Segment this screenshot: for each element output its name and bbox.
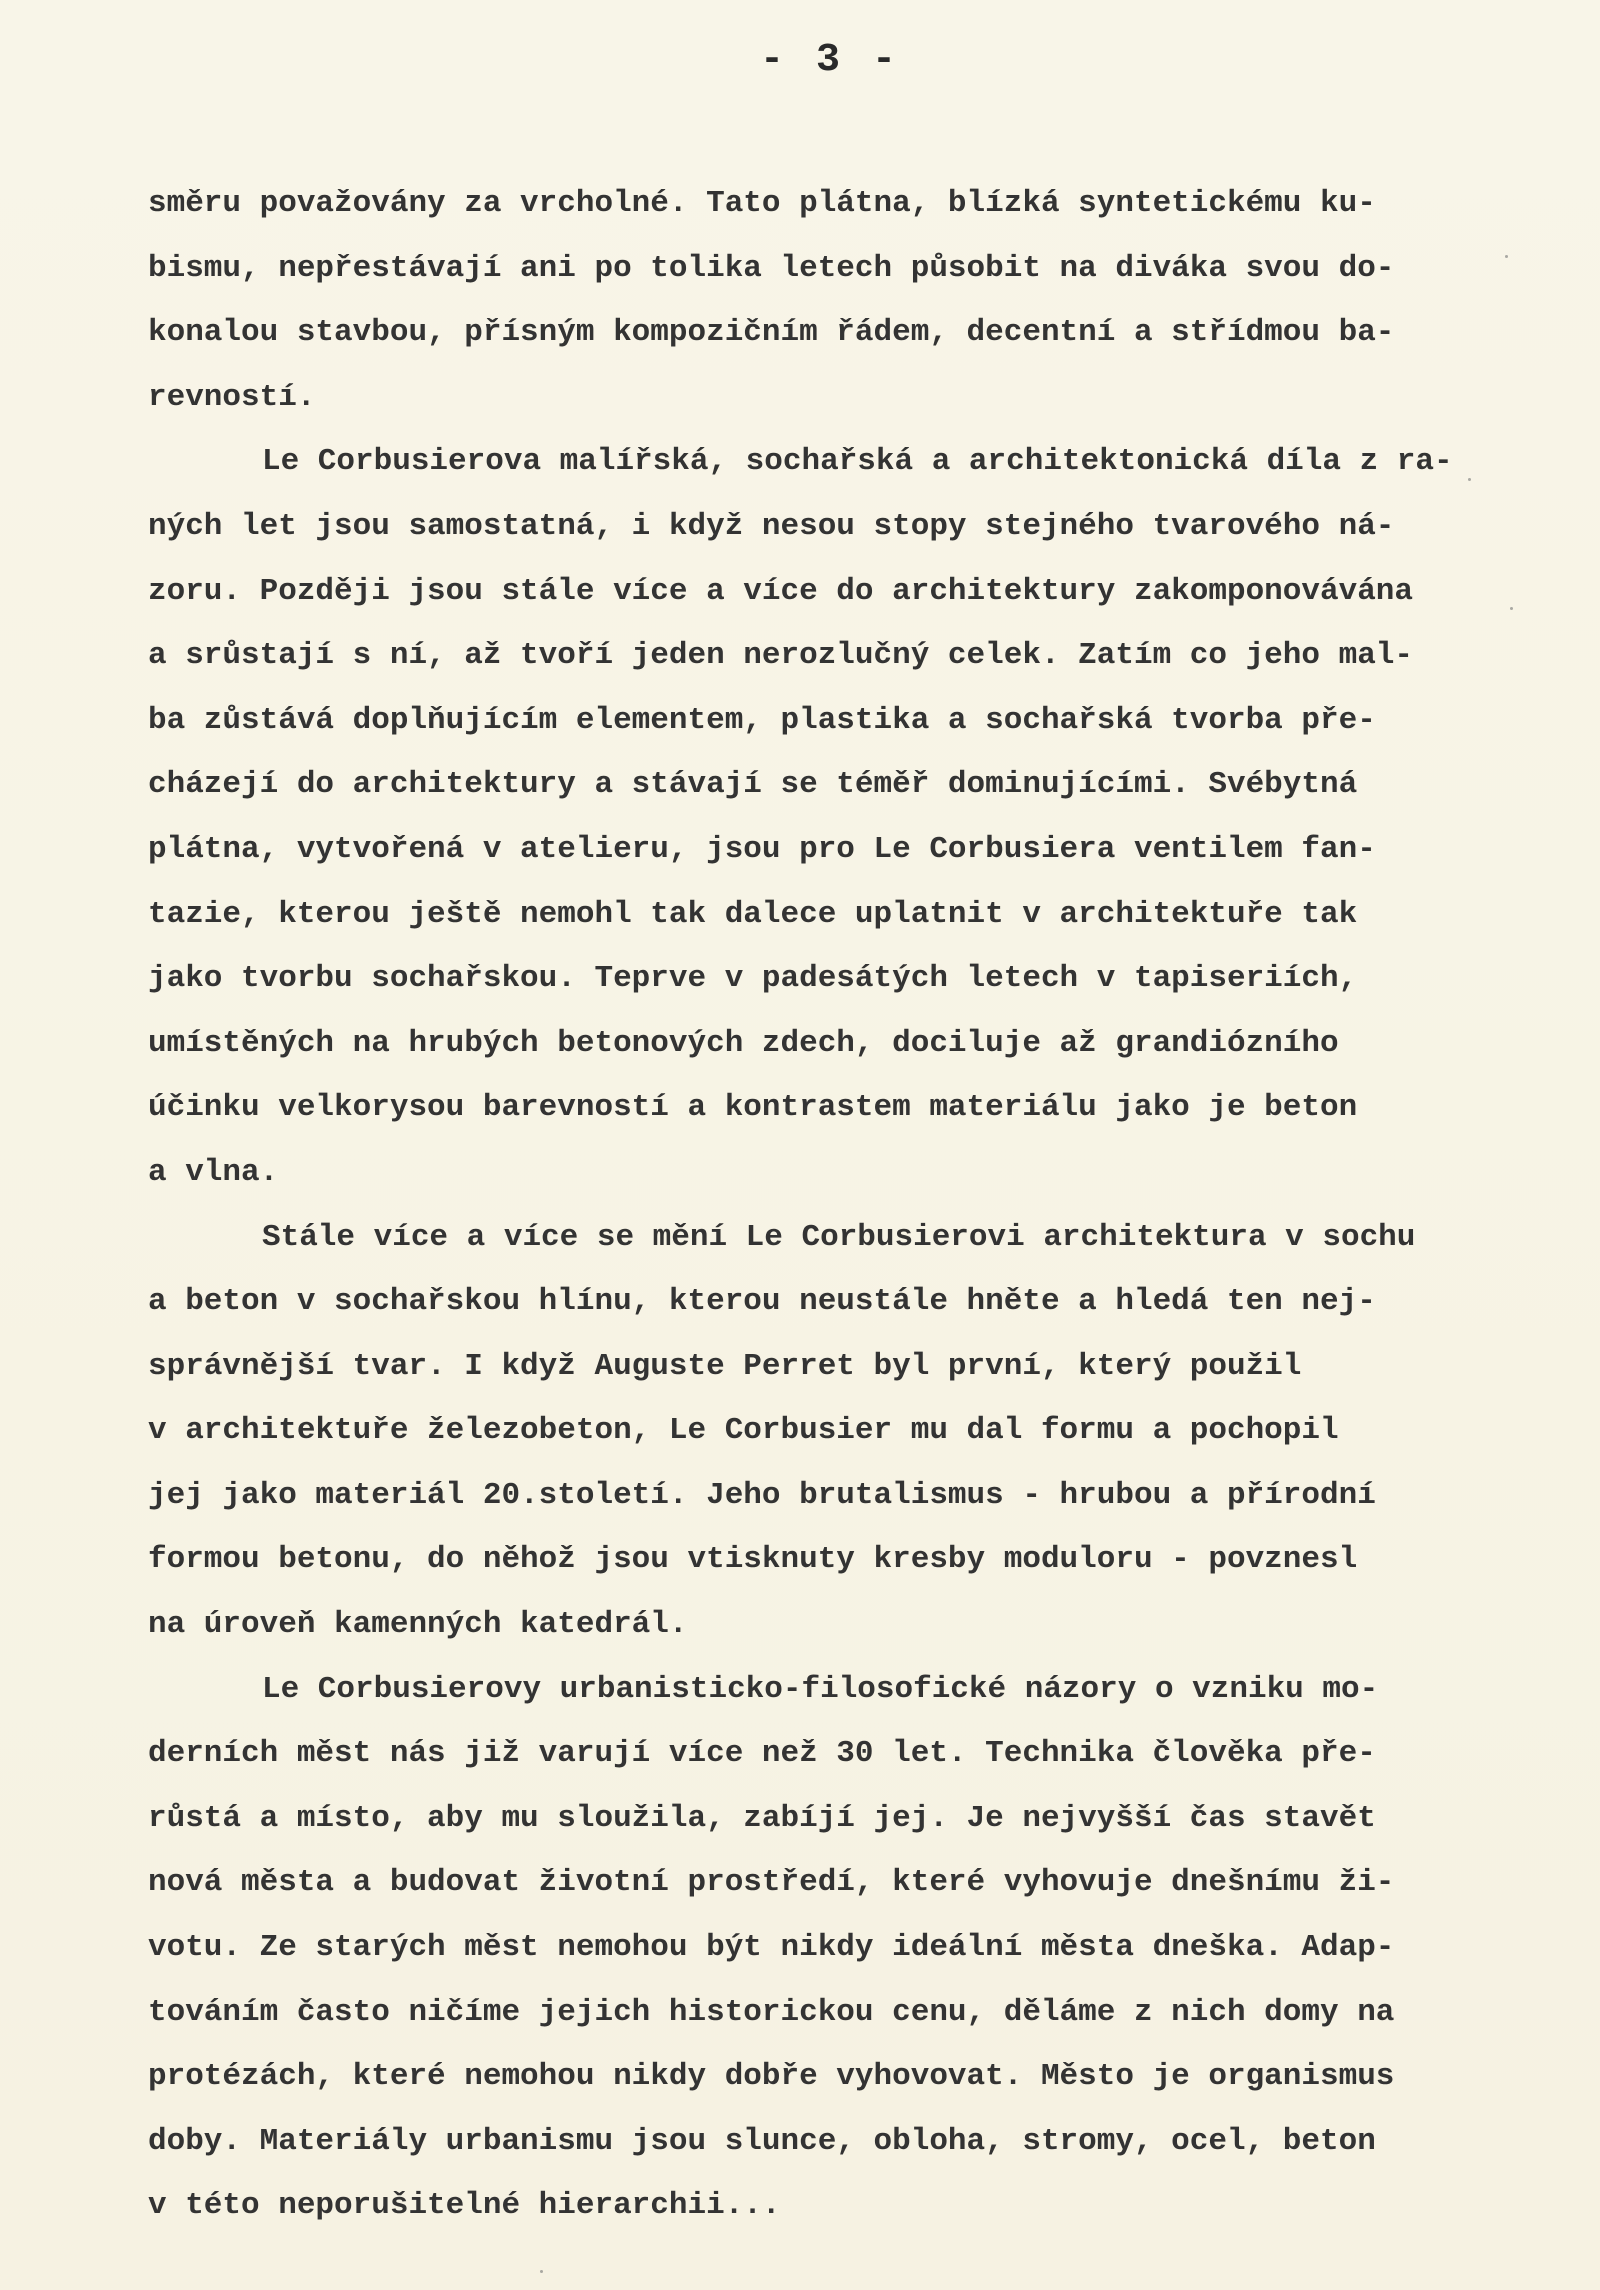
text-line: plátna, vytvořená v atelieru, jsou pro Le Corbusiera ventilem fan- (148, 831, 1376, 867)
paper-speck (1510, 607, 1513, 610)
text-line: růstá a místo, aby mu sloužila, zabíjí jej. Je nejvyšší čas stavět (148, 1800, 1376, 1836)
paragraph-start-line: Le Corbusierova malířská, sochařská a architektonická díla z ra- (262, 444, 1453, 480)
text-line: tazie, kterou ještě nemohl tak dalece uplatnit v architektuře tak (148, 896, 1358, 932)
text-line: bismu, nepřestávají ani po tolika letech působit na diváka svou do- (148, 250, 1395, 286)
text-line: protézách, které nemohou nikdy dobře vyhovovat. Město je organismus (148, 2059, 1395, 2095)
text-line: a vlna. (148, 1154, 279, 1190)
text-line: účinku velkorysou barevností a kontrastem materiálu jako je beton (148, 1090, 1358, 1126)
text-line: doby. Materiály urbanismu jsou slunce, obloha, stromy, ocel, beton (148, 2123, 1376, 2159)
text-line: derních měst nás již varují více než 30 let. Technika člověka pře- (148, 1736, 1376, 1772)
text-line: konalou stavbou, přísným kompozičním řádem, decentní a střídmou ba- (148, 315, 1395, 351)
text-line: jej jako materiál 20.století. Jeho brutalismus - hrubou a přírodní (148, 1477, 1376, 1513)
paper-speck (1468, 478, 1471, 481)
text-line: votu. Ze starých měst nemohou být nikdy ideální města dneška. Adap- (148, 1930, 1395, 1966)
text-line: cházejí do architektury a stávají se téměř dominujícími. Svébytná (148, 767, 1358, 803)
text-line: a srůstají s ní, až tvoří jeden nerozlučný celek. Zatím co jeho mal- (148, 638, 1414, 674)
paragraph-start-line: Le Corbusierovy urbanisticko-filosofické názory o vzniku mo- (262, 1671, 1379, 1707)
text-line: v této neporušitelné hierarchii... (148, 2188, 781, 2224)
paper-speck (1505, 255, 1508, 258)
paragraph-start-line: Stále více a více se mění Le Corbusierovi architektura v sochu (262, 1219, 1416, 1255)
text-line: umístěných na hrubých betonových zdech, dociluje až grandiózního (148, 1025, 1339, 1061)
text-line: jako tvorbu sochařskou. Teprve v padesátých letech v tapiseriích, (148, 961, 1358, 997)
text-line: nová města a budovat životní prostředí, které vyhovuje dnešnímu ži- (148, 1865, 1395, 1901)
text-line: směru považovány za vrcholné. Tato plátna, blízká syntetickému ku- (148, 186, 1376, 221)
text-line: ných let jsou samostatná, i když nesou stopy stejného tvarového ná- (148, 508, 1395, 544)
text-line: v architektuře železobeton, Le Corbusier mu dal formu a pochopil (148, 1413, 1339, 1449)
text-line: na úroveň kamenných katedrál. (148, 1607, 688, 1643)
text-line: formou betonu, do něhož jsou vtisknuty kresby moduloru - povznesl (148, 1542, 1358, 1578)
page-number: - 3 - (759, 38, 901, 83)
text-line: zoru. Později jsou stále více a více do architektury zakomponovávána (148, 573, 1414, 609)
text-line: ba zůstává doplňujícím elementem, plastika a sochařská tvorba pře- (148, 702, 1376, 738)
text-line: revností. (148, 379, 316, 415)
paper-speck (540, 2270, 543, 2273)
text-line: správnější tvar. I když Auguste Perret byl první, který použil (148, 1348, 1302, 1384)
body-text (148, 172, 1528, 2239)
text-line: a beton v sochařskou hlínu, kterou neustále hněte a hledá ten nej- (148, 1284, 1376, 1320)
text-line: továním často ničíme jejich historickou cenu, děláme z nich domy na (148, 1994, 1395, 2030)
